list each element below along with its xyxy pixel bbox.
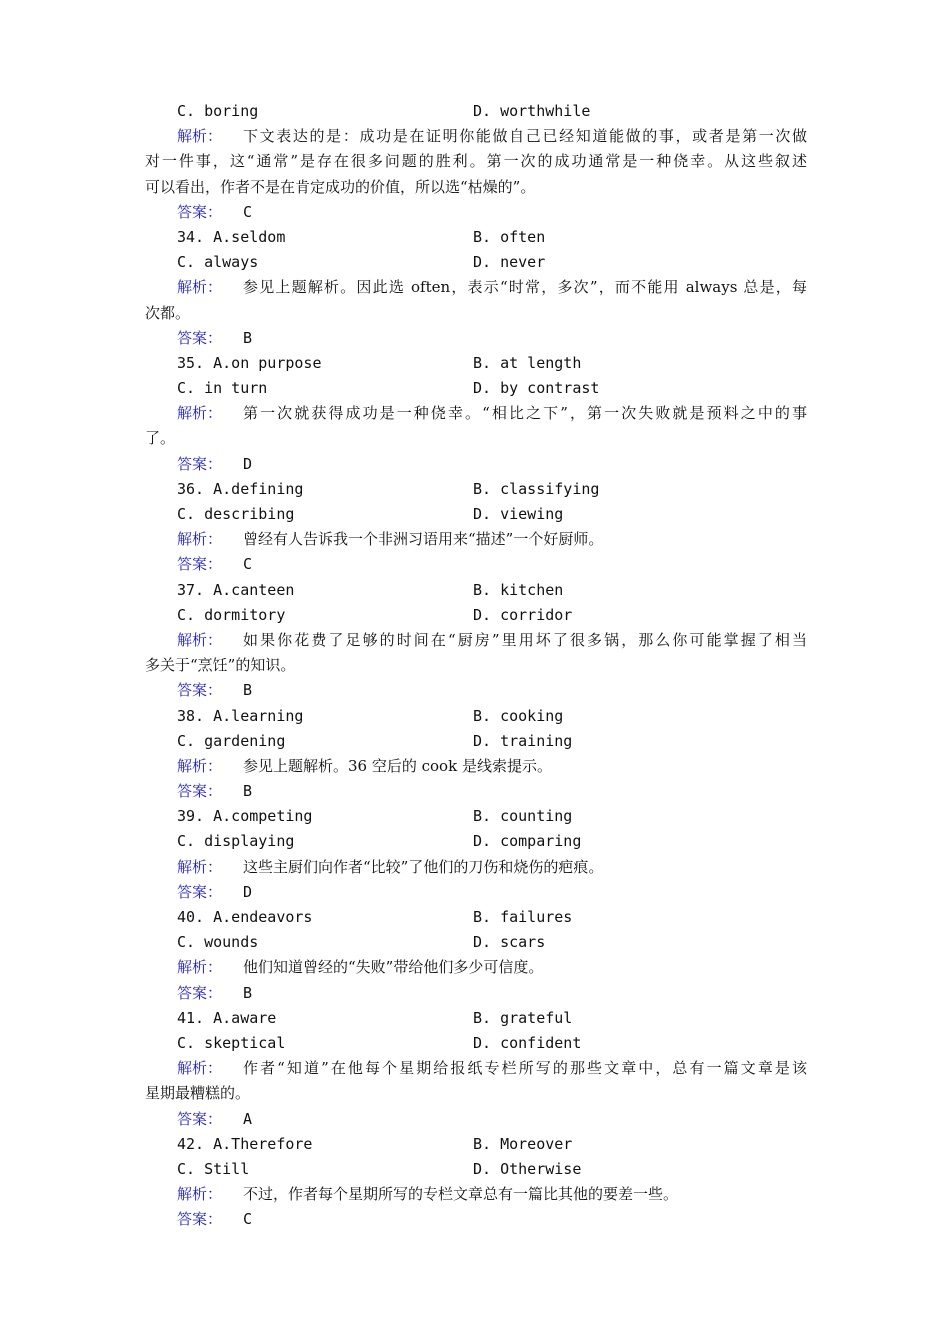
answer-value: D xyxy=(243,882,253,901)
answer-value: C xyxy=(243,202,253,221)
analysis-line xyxy=(0,149,950,174)
analysis-text: 对一件事，这“通常”是存在很多问题的胜利。第一次的成功通常是一种侥幸。从这些叙述 xyxy=(145,152,807,171)
analysis-line xyxy=(0,855,950,880)
option-c: C. always xyxy=(177,253,259,272)
analysis-text: 多关于“烹饪”的知识。 xyxy=(145,656,296,675)
analysis-label: 解析： xyxy=(177,1185,223,1204)
answer-label: 答案： xyxy=(177,882,223,901)
answer-line xyxy=(0,452,950,477)
question-block xyxy=(0,1006,950,1132)
analysis-text: 作者“知道”在他每个星期给报纸专栏所写的那些文章中，总有一篇文章是该 xyxy=(243,1059,807,1078)
option-d: D. worthwhile xyxy=(473,102,591,120)
options-row xyxy=(0,704,950,729)
analysis-text: 第一次就获得成功是一种侥幸。“相比之下”，第一次失败就是预料之中的事 xyxy=(243,404,807,423)
options-row xyxy=(0,804,950,829)
options-row xyxy=(0,477,950,502)
analysis-line xyxy=(0,124,950,149)
options-row xyxy=(0,1132,950,1157)
option-a: 40. A.endeavors xyxy=(177,908,313,926)
option-d: D. scars xyxy=(473,933,546,952)
option-a: 39. A.competing xyxy=(177,807,313,826)
analysis-text: 他们知道曾经的“失败”带给他们多少可信度。 xyxy=(243,958,544,977)
analysis-text: 了。 xyxy=(145,429,176,448)
analysis-line xyxy=(0,955,950,980)
option-a: 41. A.aware xyxy=(177,1008,277,1027)
options-row xyxy=(0,1031,950,1056)
answer-label: 答案： xyxy=(177,1109,223,1128)
analysis-label: 解析： xyxy=(177,756,223,775)
options-row xyxy=(0,225,950,250)
option-c: C. gardening xyxy=(177,731,286,750)
answer-value: B xyxy=(243,983,253,1002)
analysis-text: 这些主厨们向作者“比较”了他们的刀伤和烧伤的疤痕。 xyxy=(243,857,604,876)
option-a: 37. A.canteen xyxy=(177,580,295,599)
answer-label: 答案： xyxy=(177,454,223,473)
answer-label: 答案： xyxy=(177,555,223,574)
analysis-line xyxy=(0,1081,950,1106)
question-block xyxy=(0,804,950,905)
option-c: C. wounds xyxy=(177,933,259,952)
option-b: B. grateful xyxy=(473,1008,573,1027)
answer-line xyxy=(0,1107,950,1132)
option-d: D. confident xyxy=(473,1033,582,1052)
question-block xyxy=(0,351,950,477)
option-b: B. Moreover xyxy=(473,1134,573,1153)
option-c: C. displaying xyxy=(177,832,295,851)
answer-value: A xyxy=(243,1109,253,1128)
answer-line xyxy=(0,880,950,905)
options-row xyxy=(0,905,950,930)
analysis-line xyxy=(0,301,950,326)
analysis-text: 参见上题解析。36 空后的 cook 是线索提示。 xyxy=(243,756,552,775)
option-c: C. describing xyxy=(177,505,295,523)
answer-label: 答案： xyxy=(177,983,223,1002)
analysis-text: 次都。 xyxy=(145,303,191,322)
option-d: D. Otherwise xyxy=(473,1159,582,1178)
answer-line xyxy=(0,779,950,804)
option-b: B. cooking xyxy=(473,706,564,725)
option-b: B. failures xyxy=(473,908,573,926)
option-c: C. boring xyxy=(177,102,259,120)
options-row xyxy=(0,1006,950,1031)
analysis-line xyxy=(0,628,950,653)
analysis-text: 星期最糟糕的。 xyxy=(145,1084,251,1103)
analysis-text: 如果你花费了足够的时间在“厨房”里用坏了很多锅，那么你可能掌握了相当 xyxy=(243,630,807,649)
options-row xyxy=(0,829,950,854)
answer-value: D xyxy=(243,454,253,473)
question-block xyxy=(0,578,950,704)
answer-line xyxy=(0,1207,950,1232)
question-block xyxy=(0,905,950,1006)
analysis-text: 不过，作者每个星期所写的专栏文章总有一篇比其他的要差一些。 xyxy=(243,1185,679,1204)
option-d: D. corridor xyxy=(473,605,573,624)
option-a: 36. A.defining xyxy=(177,479,304,498)
option-d: D. training xyxy=(473,731,573,750)
answer-line xyxy=(0,981,950,1006)
option-c: C. skeptical xyxy=(177,1033,286,1052)
option-b: B. counting xyxy=(473,807,573,826)
option-c: C. in turn xyxy=(177,379,268,398)
analysis-label: 解析： xyxy=(177,857,223,876)
analysis-text: 参见上题解析。因此选 often，表示“时常，多次”，而不能用 always 总是，每 xyxy=(243,278,807,297)
option-d: D. by contrast xyxy=(473,379,600,398)
options-row xyxy=(0,250,950,275)
options-row xyxy=(0,1157,950,1182)
analysis-label: 解析： xyxy=(177,278,223,297)
options-row xyxy=(0,578,950,603)
answer-line xyxy=(0,326,950,351)
question-block xyxy=(0,477,950,578)
options-row xyxy=(0,729,950,754)
analysis-line xyxy=(0,275,950,300)
answer-label: 答案： xyxy=(177,328,223,347)
analysis-line xyxy=(0,1056,950,1081)
analysis-line xyxy=(0,653,950,678)
analysis-label: 解析： xyxy=(177,530,223,549)
option-a: 35. A.on purpose xyxy=(177,353,322,372)
options-row xyxy=(0,502,950,527)
options-row xyxy=(0,603,950,628)
answer-value: C xyxy=(243,555,253,574)
answer-value: B xyxy=(243,681,253,700)
question-block xyxy=(0,225,950,351)
answer-label: 答案： xyxy=(177,782,223,801)
option-b: B. classifying xyxy=(473,479,600,498)
option-c: C. Still xyxy=(177,1159,250,1178)
analysis-line xyxy=(0,426,950,451)
question-block xyxy=(0,1132,950,1233)
analysis-line xyxy=(0,1182,950,1207)
answer-label: 答案： xyxy=(177,681,223,700)
analysis-label: 解析： xyxy=(177,404,223,423)
option-d: D. comparing xyxy=(473,832,582,851)
options-row xyxy=(0,376,950,401)
analysis-label: 解析： xyxy=(177,630,223,649)
answer-line xyxy=(0,552,950,577)
answer-label: 答案： xyxy=(177,202,223,221)
options-row xyxy=(0,99,950,124)
analysis-text: 可以看出，作者不是在肯定成功的价值，所以选“枯燥的”。 xyxy=(145,177,536,196)
option-d: D. never xyxy=(473,253,546,272)
option-b: B. often xyxy=(473,227,546,246)
analysis-label: 解析： xyxy=(177,127,223,146)
option-d: D. viewing xyxy=(473,505,564,523)
option-b: B. kitchen xyxy=(473,580,564,599)
analysis-line xyxy=(0,175,950,200)
option-a: 42. A.Therefore xyxy=(177,1134,313,1153)
answer-value: B xyxy=(243,328,253,347)
option-b: B. at length xyxy=(473,353,582,372)
analysis-line xyxy=(0,527,950,552)
analysis-text: 下文表达的是：成功是在证明你能做自己已经知道能做的事，或者是第一次做 xyxy=(243,127,807,146)
question-block xyxy=(0,99,950,225)
option-a: 34. A.seldom xyxy=(177,227,286,246)
analysis-label: 解析： xyxy=(177,1059,223,1078)
question-block xyxy=(0,704,950,805)
analysis-line xyxy=(0,754,950,779)
answer-value: C xyxy=(243,1210,253,1229)
analysis-text: 曾经有人告诉我一个非洲习语用来“描述”一个好厨师。 xyxy=(243,530,604,549)
options-row xyxy=(0,930,950,955)
analysis-line xyxy=(0,401,950,426)
answer-line xyxy=(0,678,950,703)
option-a: 38. A.learning xyxy=(177,706,304,725)
analysis-label: 解析： xyxy=(177,958,223,977)
document-page xyxy=(0,99,950,1232)
answer-label: 答案： xyxy=(177,1210,223,1229)
answer-line xyxy=(0,200,950,225)
answer-value: B xyxy=(243,782,253,801)
options-row xyxy=(0,351,950,376)
option-c: C. dormitory xyxy=(177,605,286,624)
